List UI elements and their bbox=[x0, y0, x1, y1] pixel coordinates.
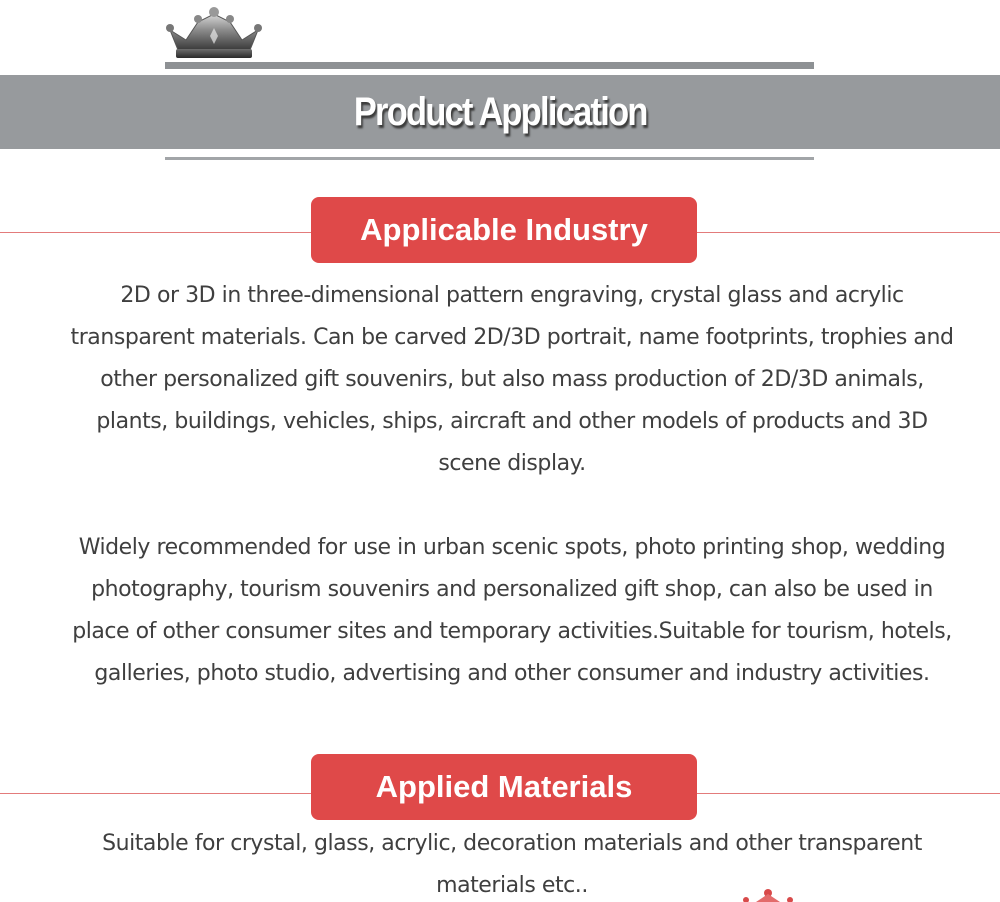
header-rule-top bbox=[165, 62, 814, 69]
title-banner bbox=[0, 75, 1000, 149]
section-heading-label: Applicable Industry bbox=[360, 212, 648, 247]
section-heading-applied-materials bbox=[311, 754, 697, 820]
applicable-industry-paragraph-2: Widely recommended for use in urban scenic spots, photo printing shop, wedding photography, tourism souvenirs and personalized gift shop, can also be used in place of other consumer sites and temporary activities.Suitable for tourism, hotels, galleries, photo studio, advertising and other consumer and industry activities. bbox=[72, 535, 952, 686]
applicable-industry-paragraph-1: 2D or 3D in three-dimensional pattern engraving, crystal glass and acrylic transparent materials. Can be carved 2D/3D portrait, name footprints, trophies and other personalized gift souvenirs, but also mass production of 2D/3D animals, plants, buildings, vehicles, ships, aircraft and other models of products and 3D scene display. bbox=[70, 283, 954, 476]
crown-icon bbox=[736, 888, 800, 902]
page-title: Product Application bbox=[353, 89, 647, 134]
header-rule-bottom bbox=[165, 157, 814, 160]
section-heading-applicable-industry bbox=[311, 197, 697, 263]
section-heading-label: Applied Materials bbox=[375, 769, 633, 804]
applied-materials-paragraph: Suitable for crystal, glass, acrylic, decoration materials and other transparent materials etc.. bbox=[102, 831, 922, 898]
crown-icon bbox=[164, 6, 264, 60]
